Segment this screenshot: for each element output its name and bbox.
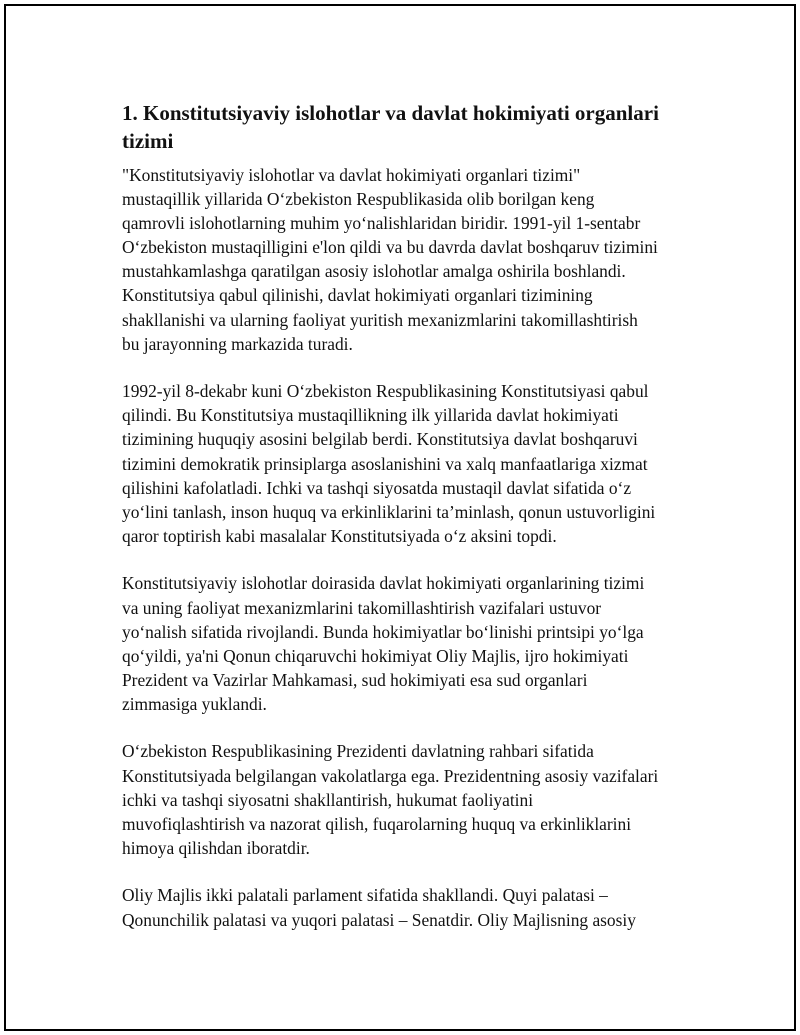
paragraph-separation-of-powers: Konstitutsiyaviy islohotlar doirasida davlat hokimiyati organlarining tizimi va uning faoliyat mexanizmlarini takomillashtirish vazifalari ustuvor yo‘nalish sifatida rivojlandi. Bunda hokimiyatlar bo‘linishi printsipi yo‘lga qo‘yildi, ya'ni Qonun chiqaruvchi hokimiyat Oliy Majlis, ijro hokimiyati Prezident va Vazirlar Mahkamasi, sud hokimiyati esa sud organlari zimmasiga yuklandi. [122,573,645,714]
paragraph-intro: "Konstitutsiyaviy islohotlar va davlat hokimiyati organlari tizimi" mustaqillik yillarida O‘zbekiston Respublikasida olib borilgan keng qamrovli islohotlarning muhim yo‘nalishlaridan biridir. 1991-yil 1-sentabr O‘zbekiston mustaqilligini e'lon qildi va bu davrda davlat boshqaruv tizimini mustahkamlashga qaratilgan asosiy islohotlar amalga oshirila boshlandi. Konstitutsiya qabul qilinishi, davlat hokimiyati organlari tizimining shakllanishi va ularning faoliyat yuritish mexanizmlarini takomillashtirish bu jarayonning markazida turadi. [122,165,658,354]
document-body [122,99,702,955]
paragraph-oliy-majlis: Oliy Majlis ikki palatali parlament sifatida shakllandi. Quyi palatasi – Qonunchilik palatasi va yuqori palatasi – Senatdir. Oliy Majlisning asosiy [122,885,636,930]
paragraph-president: O‘zbekiston Respublikasining Prezidenti davlatning rahbari sifatida Konstitutsiyada belgilangan vakolatlarga ega. Prezidentning asosiy vazifalari ichki va tashqi siyosatni shakllantirish, hukumat faoliyatini muvofiqlashtirish va nazorat qilish, fuqarolarning huquq va erkinliklarini himoya qilishdan iboratdir. [122,741,659,858]
document-page [4,4,796,1031]
paragraph-constitution-adoption: 1992-yil 8-dekabr kuni O‘zbekiston Respublikasining Konstitutsiyasi qabul qilindi. Bu Konstitutsiya mustaqillikning ilk yillarida davlat hokimiyati tizimining huquqiy asosini belgilab berdi. Konstitutsiya davlat boshqaruvi tizimini demokratik prinsiplarga asoslanishini va xalq manfaatlariga xizmat qilishini kafolatladi. Ichki va tashqi siyosatda mustaqil davlat sifatida o‘z yo‘lini tanlash, inson huquq va erkinliklarini ta’minlash, qonun ustuvorligini qaror toptirish kabi masalalar Konstitutsiyada o‘z aksini topdi. [122,381,656,546]
section-heading: 1. Konstitutsiyaviy islohotlar va davlat hokimiyati organlari tizimi [122,101,659,153]
